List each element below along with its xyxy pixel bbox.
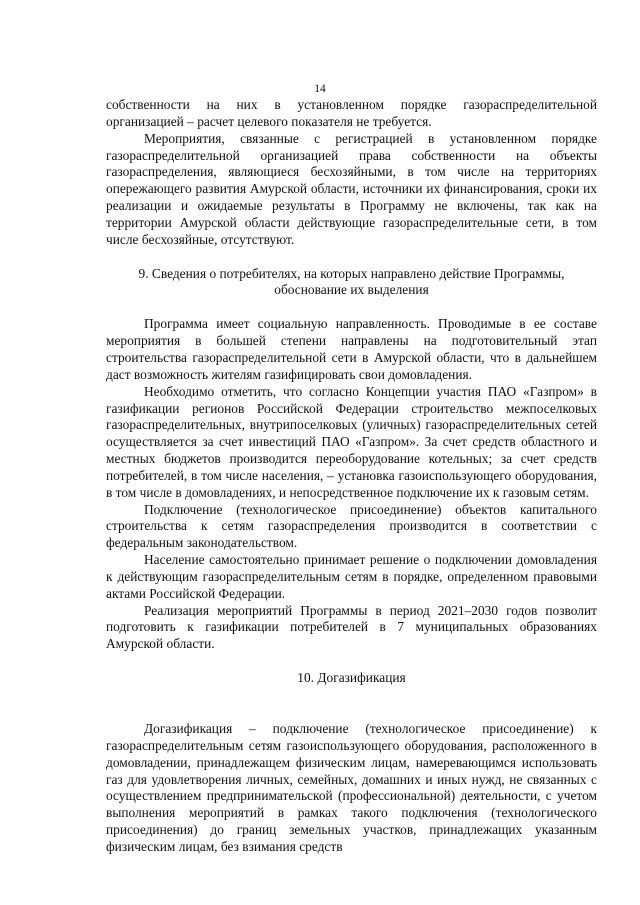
- section-9-paragraph: Население самостоятельно принимает решение о подключении домовладения к действующим газораспределительным сетям в порядке, определенном правовыми актами Российской Федерации.: [106, 552, 597, 601]
- section-10-paragraph: Догазификация – подключение (технологическое присоединение) к газораспределительным сетям газоиспользующего оборудования, расположенного в домовладении, принадлежащем физическим лицам, намеревающимся использовать газ для удовлетворения личных, семейных, домашних и иных нужд, не связанных с осуществлением предпринимательской (профессиональной) деятельности, с учетом выполнения мероприятий в рамках такого подключения (технологического присоединения) до границ земельных участков, принадлежащих указанным физическим лицам, без взимания средств: [106, 721, 597, 854]
- section-9-heading: [106, 266, 597, 300]
- document-body: [106, 97, 597, 856]
- section-9-paragraph: Необходимо отметить, что согласно Концепции участия ПАО «Газпром» в газификации регионов Российской Федерации строительство межпоселковых газораспределительных, внутрипоселковых (уличных) газораспределительных сетей осуществляется за счет инвестиций ПАО «Газпром». За счет средств областного и местных бюджетов производится переоборудование котельных; за счет средств потребителей, в том числе населения, – установка газоиспользующего оборудования, в том числе в домовладениях, и непосредственное подключение их к газовым сетям.: [106, 383, 597, 500]
- intro-paragraph-continued: собственности на них в установленном порядке газораспределительной организацией – расчет целевого показателя не требуется.: [106, 97, 597, 129]
- section-9-paragraph: Программа имеет социальную направленность. Проводимые в ее составе мероприятия в большей степени направлены на подготовительный этап строительства газораспределительной сети в Амурской области, что в дальнейшем даст возможность жителям газифицировать свои домовладения.: [106, 316, 597, 382]
- section-9-paragraph: Подключение (технологическое присоединение) объектов капитального строительства к сетям газораспределения производится в соответствии с федеральным законодательством.: [106, 501, 597, 551]
- page-number: 14: [314, 83, 326, 95]
- section-9-paragraph: Реализация мероприятий Программы в период 2021–2030 годов позволит подготовить к газификации потребителей в 7 муниципальных образованиях Амурской области.: [106, 602, 597, 652]
- intro-paragraph-registration: Мероприятия, связанные с регистрацией в установленном порядке газораспределительной организацией права собственности на объекты газораспределения, являющиеся бесхозяйными, в том числе на территориях опережающего развития Амурской области, источники их финансирования, сроки их реализации и ожидаемые результаты в Программу не включены, так как на территории Амурской области действующие газораспределительные сети, в том числе бесхозяйные, отсутствуют.: [106, 130, 597, 247]
- section-10-heading: 10. Догазификация: [297, 670, 406, 686]
- section-9-heading-line-1: 9. Сведения о потребителях, на которых направлено действие Программы,: [138, 265, 565, 281]
- section-9-heading-line-2: обоснование их выделения: [274, 282, 429, 298]
